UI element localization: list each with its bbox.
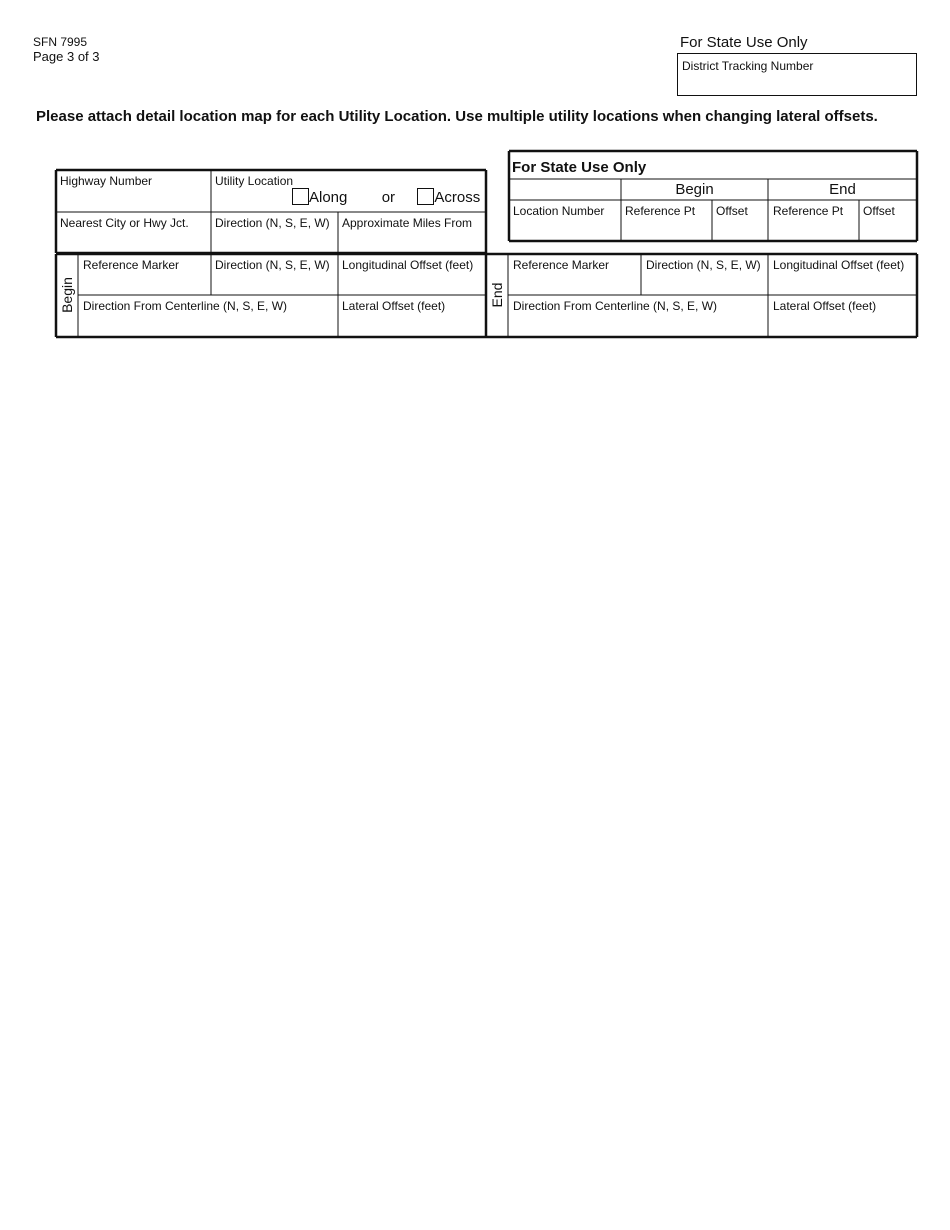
nearest-city-label: Nearest City or Hwy Jct.	[60, 216, 189, 230]
state-table-title: For State Use Only	[512, 159, 647, 176]
district-tracking-label: District Tracking Number	[682, 59, 814, 73]
utility-location-label: Utility Location	[215, 174, 294, 188]
begin-longitudinal-offset-label: Longitudinal Offset (feet)	[342, 258, 474, 272]
end-lateral-offset-label: Lateral Offset (feet)	[773, 299, 877, 313]
end-offset-label: Offset	[863, 204, 895, 218]
form-number: SFN 7995	[33, 35, 88, 49]
direction-label: Direction (N, S, E, W)	[215, 216, 330, 230]
state-use-label: For State Use Only	[680, 34, 808, 51]
highway-number-label: Highway Number	[60, 174, 153, 188]
end-direction-label: Direction (N, S, E, W)	[646, 258, 761, 272]
begin-side-label: Begin	[59, 277, 75, 313]
or-label: or	[381, 189, 396, 206]
end-reference-marker-label: Reference Marker	[513, 258, 610, 272]
across-label: Across	[434, 189, 481, 206]
state-begin-header: Begin	[675, 181, 714, 198]
instruction-text: Please attach detail location map for each Utility Location. Use multiple utility locations when changing lateral offsets.	[36, 108, 878, 125]
along-checkbox[interactable]	[292, 188, 309, 205]
state-end-header: End	[829, 181, 856, 198]
begin-direction-centerline-label: Direction From Centerline (N, S, E, W)	[83, 299, 288, 313]
end-side-label: End	[489, 282, 505, 308]
begin-offset-label: Offset	[716, 204, 748, 218]
end-reference-pt-label: Reference Pt	[773, 204, 844, 218]
approx-miles-label: Approximate Miles From	[342, 216, 473, 230]
utility-location-options	[292, 188, 480, 206]
location-number-label: Location Number	[513, 204, 605, 218]
along-label: Along	[309, 189, 348, 206]
begin-reference-marker-label: Reference Marker	[83, 258, 180, 272]
end-direction-centerline-label: Direction From Centerline (N, S, E, W)	[513, 299, 718, 313]
end-longitudinal-offset-label: Longitudinal Offset (feet)	[773, 258, 905, 272]
begin-direction-label: Direction (N, S, E, W)	[215, 258, 330, 272]
across-checkbox[interactable]	[417, 188, 434, 205]
begin-lateral-offset-label: Lateral Offset (feet)	[342, 299, 446, 313]
begin-reference-pt-label: Reference Pt	[625, 204, 696, 218]
page-number: Page 3 of 3	[33, 49, 100, 64]
